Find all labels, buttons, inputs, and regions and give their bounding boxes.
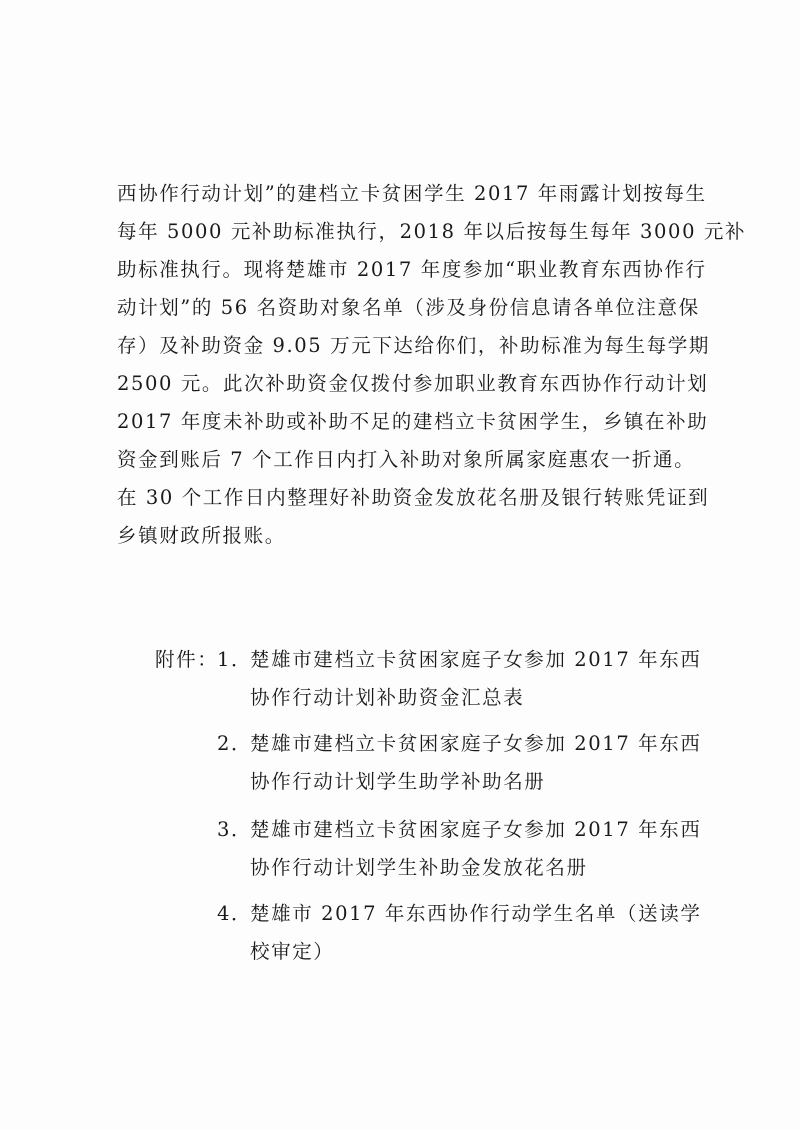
- attachment-4-number: 4．: [217, 902, 253, 925]
- attachment-1-line2: 协作行动计划补助资金汇总表: [250, 686, 525, 709]
- body-line-10: 乡镇财政所报账。: [117, 524, 286, 547]
- body-line-2: 每年 5000 元补助标准执行，2018 年以后按每生每年 3000 元补: [117, 220, 747, 243]
- attachments-label: 附件：: [155, 648, 219, 671]
- attachment-2-line1: 楚雄市建档立卡贫困家庭子女参加 2017 年东西: [250, 732, 702, 755]
- attachment-3-number: 3．: [217, 818, 253, 841]
- body-line-5: 存）及补助资金 9.05 万元下达给你们，补助标准为每生每学期: [117, 334, 710, 357]
- attachment-2-line2: 协作行动计划学生助学补助名册: [250, 770, 546, 793]
- body-line-7: 2017 年度未补助或补助不足的建档立卡贫困学生，乡镇在补助: [117, 410, 709, 433]
- attachment-1-line1: 楚雄市建档立卡贫困家庭子女参加 2017 年东西: [250, 648, 702, 671]
- body-line-6: 2500 元。此次补助资金仅拨付参加职业教育东西协作行动计划: [117, 372, 709, 395]
- attachment-4-line2: 校审定）: [250, 940, 335, 963]
- body-line-3: 助标准执行。现将楚雄市 2017 年度参加“职业教育东西协作行: [117, 258, 707, 281]
- body-line-4: 动计划”的 56 名资助对象名单（涉及身份信息请各单位注意保: [117, 296, 700, 319]
- attachment-1-number: 1．: [217, 648, 253, 671]
- attachment-3-line2: 协作行动计划学生补助金发放花名册: [250, 856, 588, 879]
- attachment-4-line1: 楚雄市 2017 年东西协作行动学生名单（送读学: [250, 902, 702, 925]
- body-line-9: 在 30 个工作日内整理好补助资金发放花名册及银行转账凭证到: [117, 486, 710, 509]
- attachment-2-number: 2．: [217, 732, 253, 755]
- body-line-1: 西协作行动计划”的建档立卡贫困学生 2017 年雨露计划按每生: [117, 182, 707, 205]
- body-line-8: 资金到账后 7 个工作日内打入补助对象所属家庭惠农一折通。: [117, 448, 696, 471]
- attachment-3-line1: 楚雄市建档立卡贫困家庭子女参加 2017 年东西: [250, 818, 702, 841]
